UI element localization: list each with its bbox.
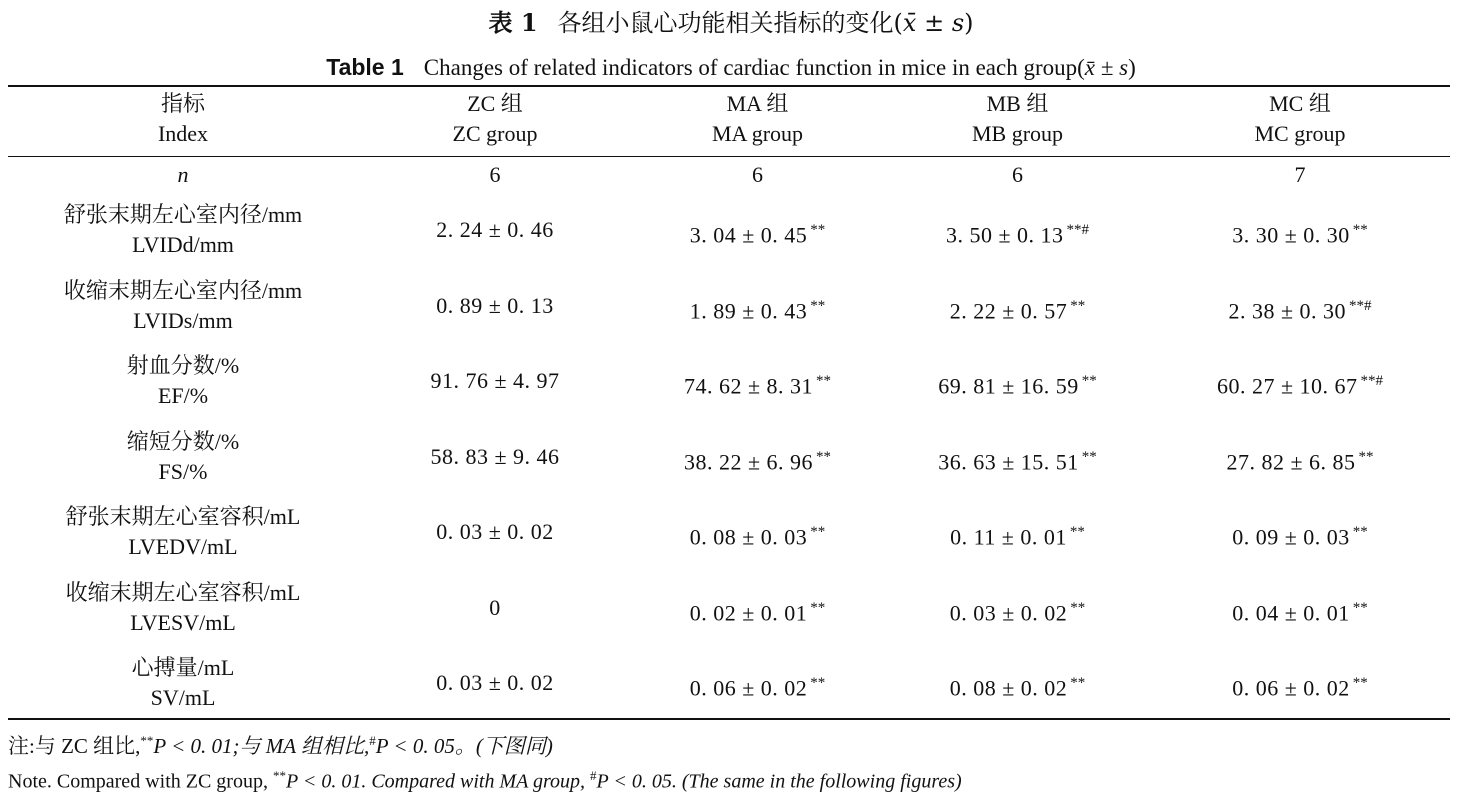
value-text: 3. 50 ± 0. 13 [945,222,1064,248]
value-cell [1170,668,1430,703]
value-text: 0 [489,595,501,620]
header-cell-index [18,89,348,149]
value-cell [890,366,1145,401]
value-cell [375,593,615,623]
mean-sd-symbol-english: x̄ ± s [1084,55,1129,80]
header-index-cn: 指标 [160,91,205,116]
note-cn-part1: 注:与 ZC 组比, [8,734,141,758]
value-text: 0. 03 ± 0. 02 [436,519,554,544]
row-label [18,502,348,562]
value-text: 2. 24 ± 0. 46 [436,217,554,242]
footnote-chinese [8,726,553,761]
value-cell [375,291,615,321]
n-zc [375,160,615,190]
row-label-en: LVESV/mL [130,610,236,635]
header-cell-mc [1170,89,1430,149]
significance-mark: ** [1070,675,1086,691]
value-text: 3. 04 ± 0. 45 [689,222,808,248]
value-cell [630,593,885,628]
table-title-chinese [0,6,1462,40]
value-text: 0. 09 ± 0. 03 [1232,524,1350,550]
value-text: 0. 03 ± 0. 02 [949,600,1068,626]
n-mc [1170,160,1430,190]
significance-mark: **# [1360,373,1384,389]
value-cell [375,668,615,698]
mean-sd-symbol: x̄ ± s [902,9,965,37]
value-text: 60. 27 ± 10. 67 [1216,373,1358,399]
value-cell [630,668,885,703]
value-cell [1170,215,1430,250]
significance-mark: ** [1358,449,1374,465]
header-cell-ma [630,89,885,149]
significance-mark: ** [1352,675,1368,691]
n-ma-value: 6 [752,162,763,187]
note-cn-part3: P < 0. 05。(下图同) [375,734,553,758]
value-text: 0. 11 ± 0. 01 [950,524,1067,550]
header-zc-en: ZC group [452,121,538,146]
note-en-star: ** [272,768,286,783]
value-cell [630,442,885,477]
value-text: 2. 22 ± 0. 57 [949,298,1068,324]
header-mc-cn: MC 组 [1269,91,1331,116]
value-text: 1. 89 ± 0. 43 [689,298,808,324]
value-text: 27. 82 ± 6. 85 [1226,449,1356,475]
significance-mark: ** [816,449,832,465]
significance-mark: **# [1349,298,1372,314]
row-label-en: EF/% [157,383,209,408]
value-cell [630,366,885,401]
significance-mark: ** [1352,222,1368,238]
value-cell [1170,593,1430,628]
row-label-cn: 舒张末期左心室容积/mL [65,504,301,529]
n-label: n [177,162,189,187]
note-en-part1: Note. Compared with ZC group, [8,770,268,793]
header-ma-cn: MA 组 [726,91,789,116]
n-zc-value: 6 [489,162,501,187]
significance-mark: **# [1066,222,1090,238]
row-label-cn: 心搏量/mL [131,655,235,680]
n-mc-value: 7 [1294,162,1306,187]
value-text: 74. 62 ± 8. 31 [683,373,814,399]
value-cell [630,291,885,326]
note-cn-star: ** [140,733,154,748]
significance-mark: ** [810,298,826,314]
n-ma [630,160,885,190]
value-cell [375,215,615,245]
value-cell [890,291,1145,326]
value-cell [890,215,1145,250]
significance-mark: ** [1352,600,1368,616]
value-text: 0. 08 ± 0. 02 [949,675,1068,701]
value-cell [890,442,1145,477]
title-close-paren: ) [964,9,974,37]
value-text: 0. 08 ± 0. 03 [689,524,808,550]
footnote-english [8,761,962,797]
row-label-cn: 舒张末期左心室内径/mm [63,202,303,227]
table-number-english: Table 1 [326,54,404,80]
value-text: 69. 81 ± 16. 59 [938,373,1079,399]
value-text: 91. 76 ± 4. 97 [430,368,560,393]
table-bottom-rule [8,718,1450,720]
header-mc-en: MC group [1254,121,1346,146]
header-index-en: Index [157,121,209,146]
value-text: 38. 22 ± 6. 96 [683,449,814,475]
value-cell [375,442,615,472]
value-cell [890,668,1145,703]
value-cell [375,517,615,547]
significance-mark: ** [816,373,832,389]
value-text: 0. 02 ± 0. 01 [689,600,808,626]
header-ma-en: MA group [711,121,804,146]
header-mb-cn: MB 组 [986,91,1049,116]
significance-mark: ** [1081,373,1097,389]
row-label-n [18,160,348,190]
row-label [18,276,348,336]
significance-mark: ** [810,600,826,616]
row-label-en: SV/mL [150,685,216,710]
row-label-en: LVEDV/mL [128,534,238,559]
significance-mark: ** [1070,298,1086,314]
value-cell [630,517,885,552]
note-en-part3: P < 0. 05. (The same in the following figures) [596,770,962,793]
row-label-cn: 收缩末期左心室内径/mm [63,278,303,303]
row-label-en: LVIDd/mm [132,232,234,257]
significance-mark: ** [810,675,826,691]
note-cn-part2: P < 0. 01;与 MA 组相比, [153,734,370,758]
note-cn-hash: # [369,733,376,748]
table-title-english-text: Changes of related indicators of cardiac function in mice in each group( [423,55,1085,80]
value-text: 0. 03 ± 0. 02 [436,670,554,695]
row-label-en: LVIDs/mm [133,308,233,333]
table-title-english [0,50,1462,85]
row-label [18,578,348,638]
value-text: 36. 63 ± 15. 51 [938,449,1079,475]
note-en-hash: # [590,768,597,783]
header-mb-en: MB group [971,121,1064,146]
header-cell-zc [375,89,615,149]
value-cell [1170,291,1430,326]
value-cell [375,366,615,396]
significance-mark: ** [810,222,826,238]
value-cell [1170,442,1430,477]
header-zc-cn: ZC 组 [467,91,523,116]
row-label [18,653,348,713]
row-label-cn: 射血分数/% [126,353,240,378]
value-text: 58. 83 ± 9. 46 [430,444,560,469]
row-label-cn: 收缩末期左心室容积/mL [65,580,301,605]
header-cell-mb [890,89,1145,149]
value-cell [1170,366,1430,401]
n-mb-value: 6 [1012,162,1023,187]
value-text: 0. 06 ± 0. 02 [689,675,808,701]
table-number-chinese: 表 1 [488,8,538,37]
value-cell [1170,517,1430,552]
significance-mark: ** [1352,524,1368,540]
value-text: 0. 04 ± 0. 01 [1232,600,1350,626]
row-label-en: FS/% [158,459,208,484]
title-close-paren-english: ) [1128,55,1136,80]
significance-mark: ** [810,524,826,540]
value-text: 2. 38 ± 0. 30 [1228,298,1347,324]
significance-mark: ** [1070,600,1086,616]
value-cell [890,517,1145,552]
value-cell [890,593,1145,628]
row-label-cn: 缩短分数/% [126,429,240,454]
value-text: 3. 30 ± 0. 30 [1232,222,1350,248]
note-en-part2: P < 0. 01. Compared with MA group, [285,770,586,793]
table-title-chinese-text: 各组小鼠心功能相关指标的变化( [557,9,903,37]
value-text: 0. 06 ± 0. 02 [1232,675,1350,701]
value-cell [630,215,885,250]
row-label [18,200,348,260]
significance-mark: ** [1069,524,1085,540]
n-mb [890,160,1145,190]
row-label [18,351,348,411]
value-text: 0. 89 ± 0. 13 [436,293,554,318]
significance-mark: ** [1081,449,1097,465]
table-header-rule [8,156,1450,157]
table-top-rule [8,85,1450,87]
row-label [18,427,348,487]
